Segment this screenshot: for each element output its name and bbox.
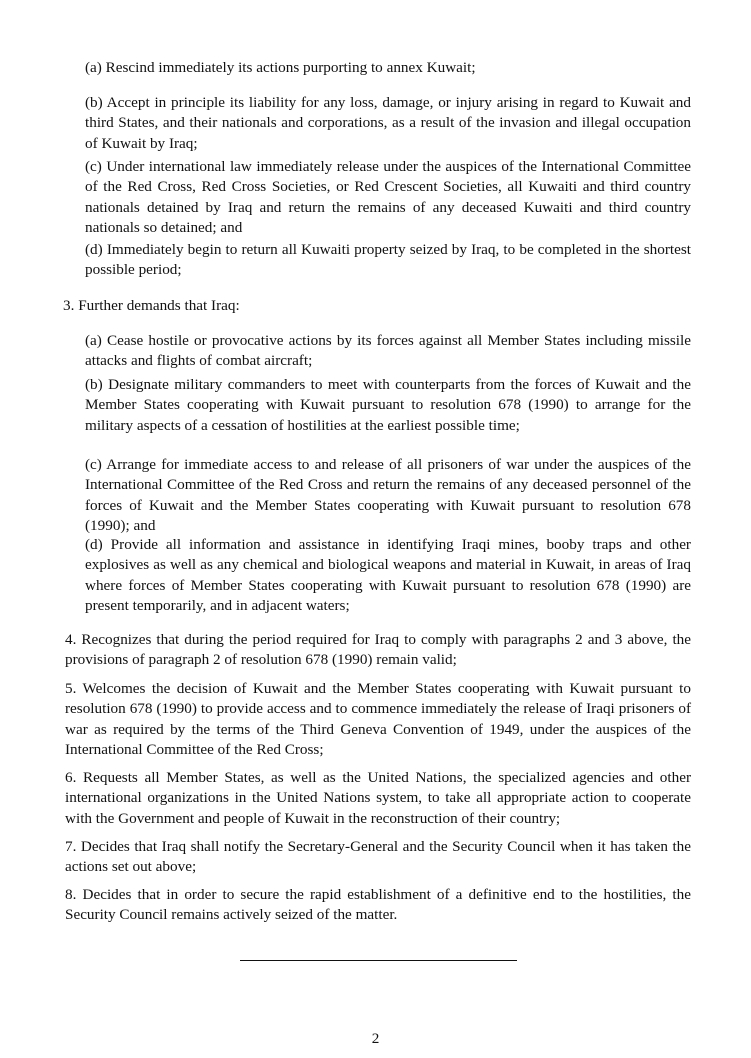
paragraph-2c: (c) Under international law immediately release under the auspices of the International Committee of the Red Cross, Red Cross Societies, or Red Crescent Societies, all Kuwaiti and third country nationals detained by Iraq and return the remains of any deceased Kuwaiti and third country nationals so detained; and [85,158,691,237]
paragraph-3c: (c) Arrange for immediate access to and release of all prisoners of war under the auspices of the International Committee of the Red Cross and return the remains of any deceased personnel of the forces of Kuwait and the Member States cooperating with Kuwait pursuant to resolution 678 (1990); and [85,456,691,535]
paragraph-3: 3. Further demands that Iraq: [63,297,240,314]
paragraph-3b: (b) Designate military commanders to meet with counterparts from the forces of Kuwait and the Member States cooperating with Kuwait pursuant to resolution 678 (1990) to arrange for the military aspects of a cessation of hostilities at the earliest possible time; [85,376,691,434]
paragraph-3d: (d) Provide all information and assistance in identifying Iraqi mines, booby traps and other explosives as well as any chemical and biological weapons and material in Kuwait, in areas of Iraq where forces of Member States cooperating with Kuwait pursuant to resolution 678 (1990) are present temporarily, and in adjacent waters; [85,536,691,615]
paragraph-2b: (b) Accept in principle its liability for any loss, damage, or injury arising in regard to Kuwait and third States, and their nationals and corporations, as a result of the invasion and illegal occupation of Kuwait by Iraq; [85,94,691,152]
end-rule-divider [240,960,517,961]
paragraph-7: 7. Decides that Iraq shall notify the Secretary-General and the Security Council when it has taken the actions set out above; [65,838,691,876]
paragraph-6: 6. Requests all Member States, as well as the United Nations, the specialized agencies and other international organizations in the United Nations system, to take all appropriate action to cooperate with the Government and people of Kuwait in the reconstruction of their country; [65,769,691,827]
paragraph-2d: (d) Immediately begin to return all Kuwaiti property seized by Iraq, to be completed in the shortest possible period; [85,241,691,279]
paragraph-2a: (a) Rescind immediately its actions purporting to annex Kuwait; [85,59,476,76]
paragraph-5: 5. Welcomes the decision of Kuwait and the Member States cooperating with Kuwait pursuant to resolution 678 (1990) to provide access and to commence immediately the release of Iraqi prisoners of war as required by the terms of the Third Geneva Convention of 1949, under the auspices of the International Committee of the Red Cross; [65,680,691,759]
paragraph-4: 4. Recognizes that during the period required for Iraq to comply with paragraphs 2 and 3 above, the provisions of paragraph 2 of resolution 678 (1990) remain valid; [65,631,691,669]
page-number: 2 [371,1030,380,1047]
paragraph-8: 8. Decides that in order to secure the rapid establishment of a definitive end to the hostilities, the Security Council remains actively seized of the matter. [65,886,691,924]
paragraph-3a: (a) Cease hostile or provocative actions by its forces against all Member States including missile attacks and flights of combat aircraft; [85,332,691,370]
